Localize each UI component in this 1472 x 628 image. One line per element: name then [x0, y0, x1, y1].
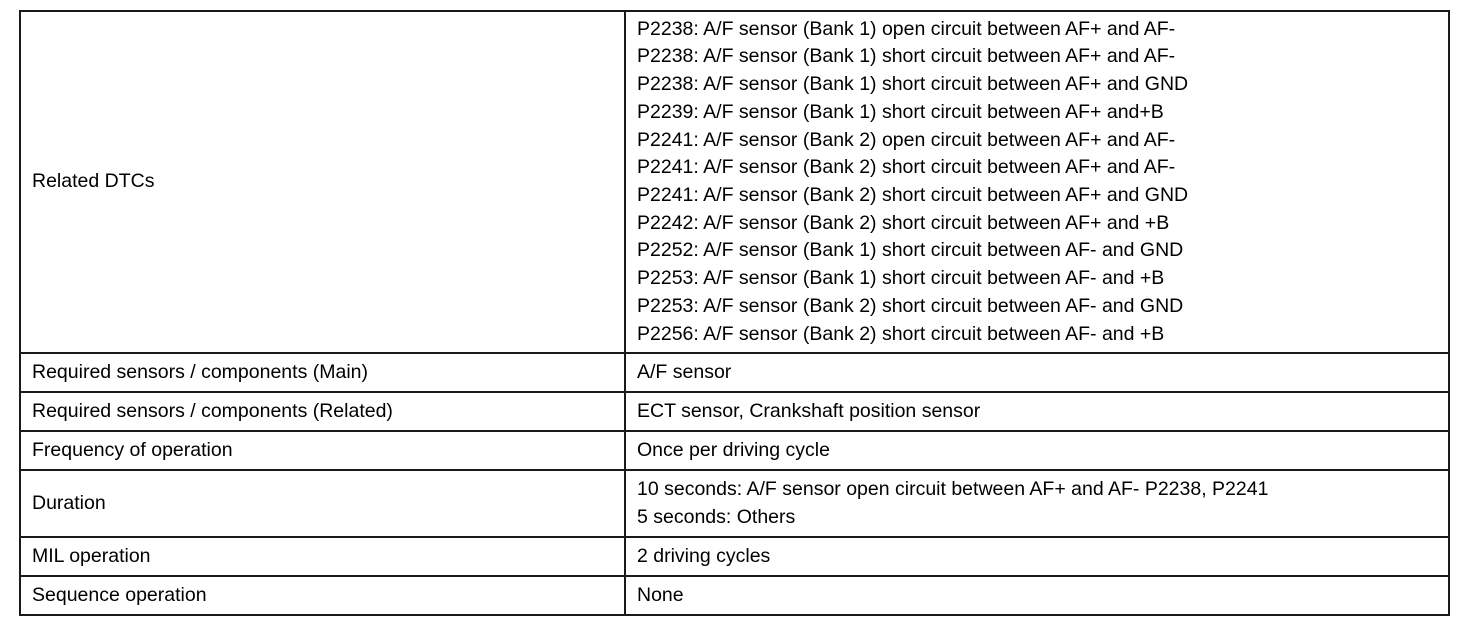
related-dtcs-label: Related DTCs	[20, 11, 625, 353]
duration-line: 5 seconds: Others	[637, 505, 796, 528]
table-row-sequence-operation	[20, 576, 1449, 615]
monitor-specification-table	[19, 10, 1450, 616]
table-row-required-related	[20, 392, 1449, 431]
duration-label: Duration	[20, 470, 625, 537]
frequency-label: Frequency of operation	[20, 431, 625, 470]
table-row-related-dtcs	[20, 11, 1449, 353]
duration-value	[625, 470, 1449, 537]
dtc-line: P2241: A/F sensor (Bank 2) short circuit between AF+ and GND	[637, 184, 1189, 206]
dtc-line: P2253: A/F sensor (Bank 1) short circuit between AF- and +B	[637, 267, 1165, 290]
mil-operation-value: 2 driving cycles	[625, 537, 1449, 576]
table-row-duration	[20, 470, 1449, 537]
required-related-value: ECT sensor, Crankshaft position sensor	[625, 392, 1449, 431]
required-related-label: Required sensors / components (Related)	[20, 392, 625, 431]
dtc-line: P2239: A/F sensor (Bank 1) short circuit between AF+ and+B	[637, 100, 1164, 123]
required-main-label: Required sensors / components (Main)	[20, 353, 625, 392]
dtc-line: P2238: A/F sensor (Bank 1) open circuit between AF+ and AF-	[637, 17, 1176, 40]
frequency-value: Once per driving cycle	[625, 431, 1449, 470]
duration-line: 10 seconds: A/F sensor open circuit between AF+ and AF- P2238, P2241	[637, 477, 1269, 500]
required-main-value: A/F sensor	[625, 353, 1449, 392]
dtc-line: P2252: A/F sensor (Bank 1) short circuit between AF- and GND	[637, 239, 1184, 262]
dtc-line: P2253: A/F sensor (Bank 2) short circuit between AF- and GND	[637, 294, 1184, 317]
dtc-line: P2238: A/F sensor (Bank 1) short circuit between AF+ and GND	[637, 73, 1189, 96]
table-row-mil-operation	[20, 537, 1449, 576]
sequence-operation-value: None	[625, 576, 1449, 615]
dtc-line: P2241: A/F sensor (Bank 2) open circuit between AF+ and AF-	[637, 128, 1176, 151]
dtc-line: P2256: A/F sensor (Bank 2) short circuit between AF- and +B	[637, 322, 1165, 345]
dtc-line: P2241: A/F sensor (Bank 2) short circuit between AF+ and AF-	[637, 156, 1176, 179]
mil-operation-label: MIL operation	[20, 537, 625, 576]
table-row-required-main	[20, 353, 1449, 392]
table-row-frequency	[20, 431, 1449, 470]
dtc-line: P2242: A/F sensor (Bank 2) short circuit between AF+ and +B	[637, 211, 1170, 234]
dtc-line: P2238: A/F sensor (Bank 1) short circuit between AF+ and AF-	[637, 45, 1176, 68]
sequence-operation-label: Sequence operation	[20, 576, 625, 615]
related-dtcs-value	[625, 11, 1449, 353]
